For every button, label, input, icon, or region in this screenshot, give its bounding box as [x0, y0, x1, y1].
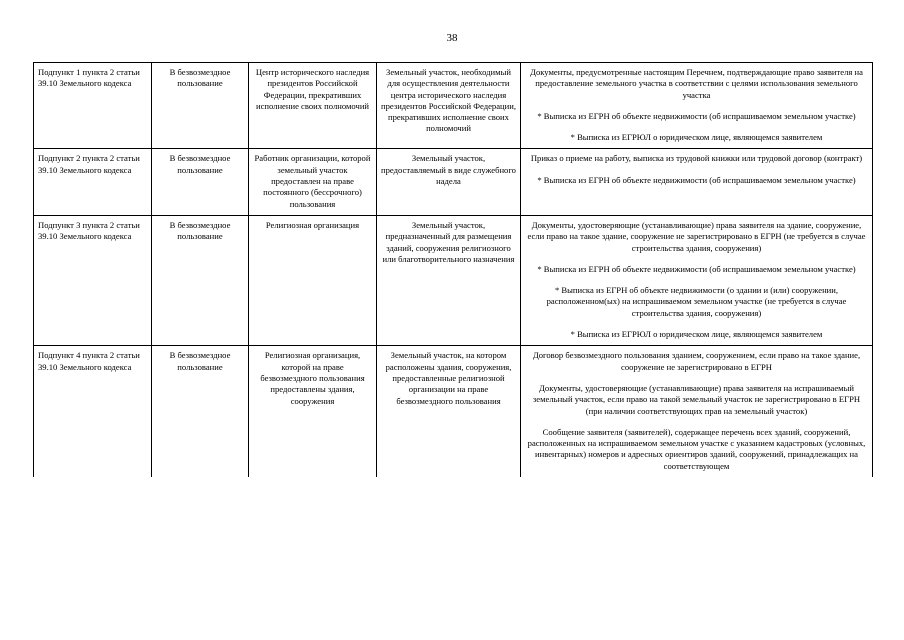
document-item: * Выписка из ЕГРН об объекте недвижимости (о здании и (или) сооружении, расположенном(ых) на испрашиваемом земельном участке (не требуется в случае строительства здания, сооружения): [546, 285, 847, 318]
right-type-cell: В безвозмездное пользование: [152, 215, 249, 345]
document-item: * Выписка из ЕГРЮЛ о юридическом лице, являющемся заявителем: [570, 132, 823, 143]
document-item: * Выписка из ЕГРН об объекте недвижимости (об испрашиваемом земельном участке): [537, 110, 856, 121]
land-plot-cell: Земельный участок, предназначенный для размещения зданий, сооружения религиозного или благотворительного назначения: [377, 215, 521, 345]
document-item: Приказ о приеме на работу, выписка из трудовой книжки или трудовой договор (контракт): [530, 153, 863, 164]
land-plot-cell: Земельный участок, необходимый для осуществления деятельности центра исторического наследия президентов Российской Федерации, прекративших исполнение своих полномочий: [377, 63, 521, 149]
table-row: [34, 346, 873, 477]
document-item: * Выписка из ЕГРН об объекте недвижимости (об испрашиваемом земельном участке): [537, 174, 856, 185]
document-item: Документы, предусмотренные настоящим Перечнем, подтверждающие право заявителя на предоставление земельного участка в соответствии с целями использования земельного участка: [530, 67, 863, 100]
right-type-cell: В безвозмездное пользование: [152, 346, 249, 477]
basis-cell: Подпункт 1 пункта 2 статьи 39.10 Земельного кодекса: [34, 63, 152, 149]
document-item: Документы, удостоверяющие (устанавливающие) права заявителя на испрашиваемый земельный участок, если право на такой земельный участок не зарегистрировано в ЕГРН (при наличии соответствующих прав на земельный участок): [532, 382, 861, 416]
basis-cell: Подпункт 2 пункта 2 статьи 39.10 Земельного кодекса: [34, 149, 152, 215]
applicant-cell: Работник организации, которой земельный участок предоставлен на праве постоянного (бессрочного) пользования: [249, 149, 377, 215]
documents-cell: [521, 149, 873, 215]
documents-cell: [521, 63, 873, 149]
table-row: [34, 149, 873, 215]
document-item: Договор безвозмездного пользования зданием, сооружением, если право на такое здание, сооружение не зарегистрировано в ЕГРН: [532, 350, 861, 372]
right-type-cell: В безвозмездное пользование: [152, 149, 249, 215]
documents-cell: [521, 215, 873, 345]
documents-cell: [521, 346, 873, 477]
documents-table: [33, 62, 873, 477]
land-plot-cell: Земельный участок, на котором расположены здания, сооружения, предоставленные религиозной организации на праве безвозмездного пользования: [377, 346, 521, 477]
applicant-cell: Религиозная организация: [249, 215, 377, 345]
document-item: * Выписка из ЕГРН об объекте недвижимости (об испрашиваемом земельном участке): [537, 263, 856, 274]
basis-cell: Подпункт 3 пункта 2 статьи 39.10 Земельного кодекса: [34, 215, 152, 345]
right-type-cell: В безвозмездное пользование: [152, 63, 249, 149]
table-row: [34, 63, 873, 149]
document-item: * Выписка из ЕГРЮЛ о юридическом лице, являющемся заявителем: [570, 329, 823, 340]
land-plot-cell: Земельный участок, предоставляемый в виде служебного надела: [377, 149, 521, 215]
applicant-cell: Центр исторического наследия президентов Российской Федерации, прекративших исполнение своих полномочий: [249, 63, 377, 149]
table-row: [34, 215, 873, 345]
document-item: Сообщение заявителя (заявителей), содержащее перечень всех зданий, сооружений, расположенных на испрашиваемом земельном участке с указанием кадастровых (условных, инвентарных) номеров и адресных ориентиров зданий, сооружений, принадлежащих на соответствующем: [527, 426, 866, 471]
basis-cell: Подпункт 4 пункта 2 статьи 39.10 Земельного кодекса: [34, 346, 152, 477]
page-number: 38: [446, 32, 458, 44]
document-item: Документы, удостоверяющие (устанавливающие) права заявителя на здание, сооружение, если право на такое здание, сооружение не зарегистрировано в ЕГРН (не требуется в случае строительства здания, сооружения): [527, 219, 866, 253]
applicant-cell: Религиозная организация, которой на праве безвозмездного пользования предоставлены здания, сооружения: [249, 346, 377, 477]
